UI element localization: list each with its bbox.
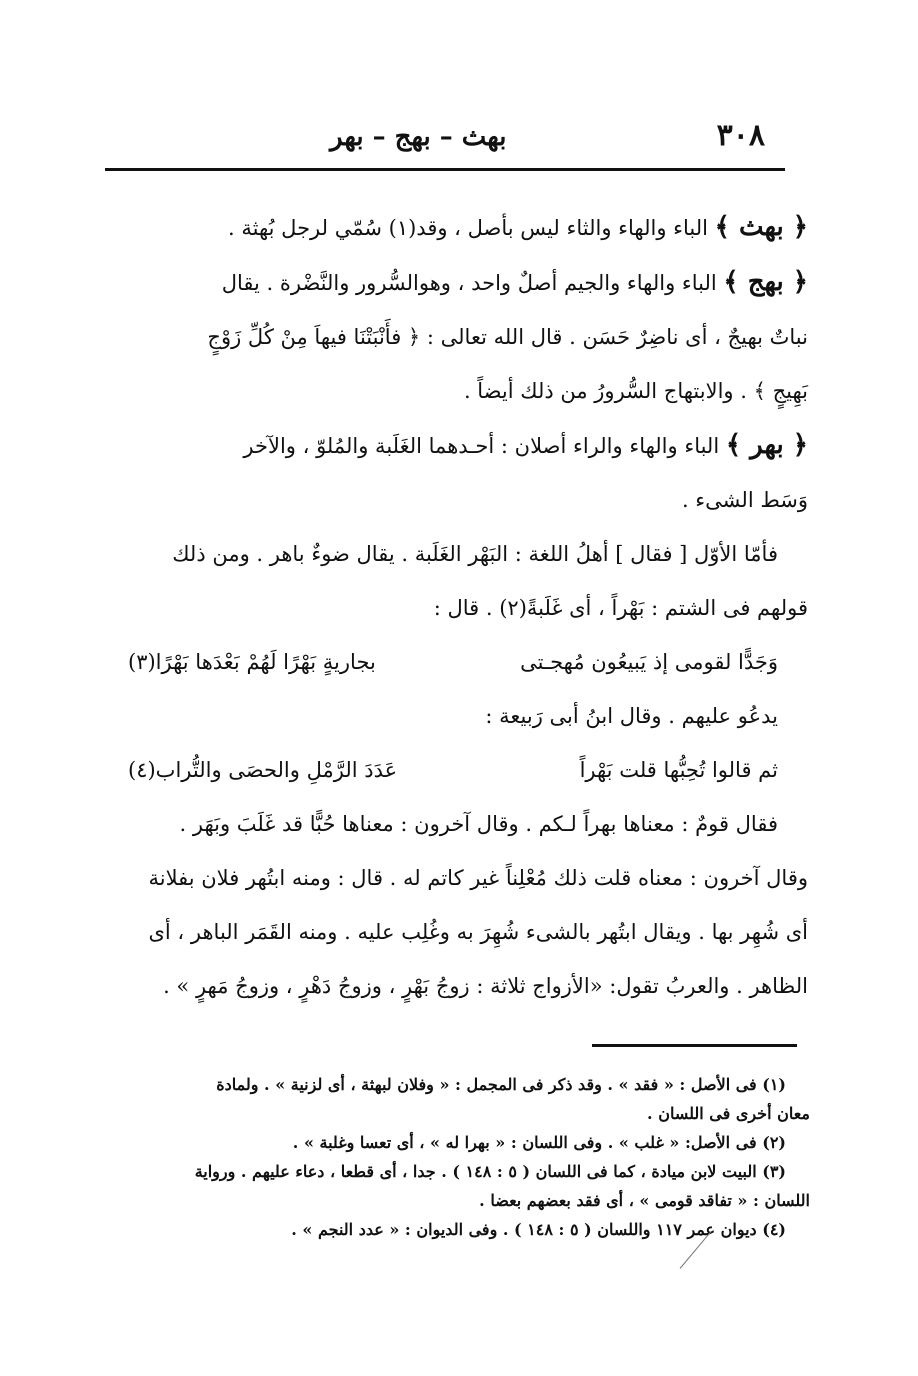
running-title: بهث – بهج – بهر [330,122,507,152]
footnote-1-line1: (١) فى الأصل : « فقد » . وقد ذكر فى المجمل : « وفلان لبهثة ، أى لزنية » . ولمادة [216,1075,786,1094]
footnote-3-line1: (٣) البيت لابن ميادة ، كما فى اللسان ( ٥ : ١٤٨ ) . جدا ، أى قطعا ، دعاء عليهم . ورواية [194,1162,786,1181]
page-number: ٣٠٨ [716,118,765,153]
footnote-3-line2: اللسان : « تفاقد قومى » ، أى فقد بعضهم بعضا . [479,1191,810,1210]
verse-2-first-hemistich: ثم قالوا تُحِبُّها قلت بَهْراً [579,758,778,782]
verse-1-first-hemistich: وَجَدًّا لقومى إذ يَبيعُون مُهجـتى [520,650,778,674]
para1-line2: قولهم فى الشتم : بَهْراً ، أى غَلَبةً(٢) . قال : [433,596,808,620]
entry-head-bahth: ﴿ بهث ﴾ [714,212,808,242]
page-header [100,118,765,166]
verse-2-second-hemistich: عَدَدَ الرَّمْلِ والحصَى والتُّراب(٤) [128,758,398,782]
entry-bahj-line1 [118,255,808,310]
main-text [118,200,808,1013]
verse-1-second-hemistich: بجاريةٍ بَهْرًا لَهُمْ بَعْدَها بَهْرًا(٣) [128,650,376,674]
footnote-2: (٢) فى الأصل: « غلب » . وفى اللسان : « بهرا له » ، أى تعسا وغلبة » . [292,1133,786,1152]
verse-2 [118,743,808,797]
entry-bahj-line2: نباتٌ بهيجٌ ، أى ناضِرٌ حَسَن . قال الله تعالى : ﴿ فأَنْبَتْنَا فيهاَ مِنْ كُلِّ زَوْجٍ [207,325,808,349]
footnote-1-line2: معان أخرى فى اللسان . [647,1104,810,1123]
para1-line1: فأمّا الأوّل [ فقال ] أهلُ اللغة : البَهْر الغَلَبة . يقال ضوءٌ باهر . ومن ذلك [172,542,778,566]
footnote-rule [592,1044,797,1047]
footnote-4: (٤) ديوان عمر ١١٧ واللسان ( ٥ : ١٤٨ ) . وفى الديوان : « عدد النجم » . [291,1220,786,1239]
footnotes [110,1070,810,1244]
entry-text-bahj: الباء والهاء والجيم أصلٌ واحد ، وهوالسُّرور والنَّضْرة . يقال [221,271,717,295]
entry-bahr-line1 [118,418,808,473]
entry-text-bahth: الباء والهاء والثاء ليس بأصل ، وقد(١) سُمّي لرجل بُهثة . [228,216,708,240]
para3-line4: الظاهر . والعربُ تقول: «الأزواج ثلاثة : زوجُ بَهْرٍ ، وزوجُ دَهْرٍ ، وزوجُ مَهرٍ » . [163,974,808,998]
header-rule [105,168,785,171]
entry-head-bahr: ﴿ بهر ﴾ [725,430,808,460]
para3-line3: أى شُهِر بها . ويقال ابتُهر بالشىء شُهِرَ به وغُلِب عليه . ومنه القَمَر الباهر ، أى [148,920,808,944]
entry-bahr-line2: وَسَط الشىء . [681,488,808,512]
para2: يدعُو عليهم . وقال ابنُ أبى رَبيعة : [485,704,778,728]
entry-bahth [118,200,808,255]
para3-line2: وقال آخرون : معناه قلت ذلك مُعْلِناً غير كاتم له . قال : ومنه ابتُهر فلان بفلانة [148,866,808,890]
entry-head-bahj: ﴿ بهج ﴾ [723,267,808,297]
entry-text-bahr: الباء والهاء والراء أصلان : أحـدهما الغَلَبة والمُلوّ ، والآخر [243,434,720,458]
para3-line1: فقال قومٌ : معناها بهراً لـكم . وقال آخرون : معناها حُبًّا قد غَلَبَ وبَهَر . [179,812,778,836]
verse-1 [118,635,808,689]
entry-bahj-line3: بَهِيجٍ ﴾ . والابتهاج السُّرورُ من ذلك أيضاً . [463,379,808,403]
